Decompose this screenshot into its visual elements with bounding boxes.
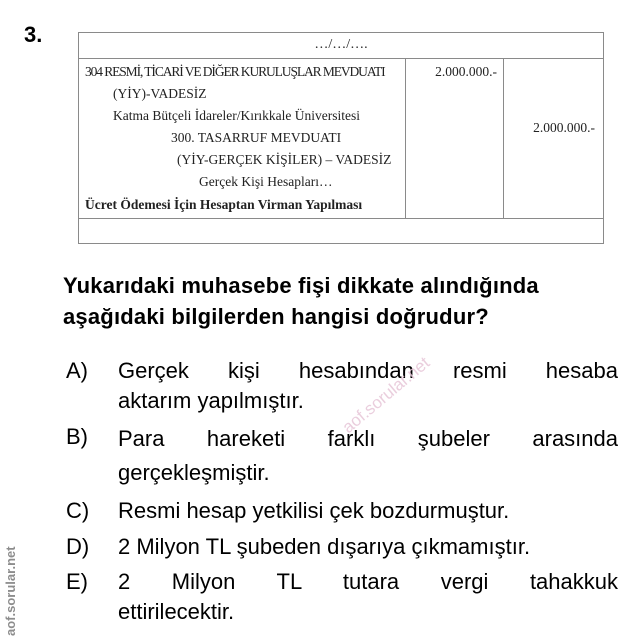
option-text-line: Para hareketi farklı şubeler arasında <box>118 426 618 451</box>
question-prompt: Yukarıdaki muhasebe fişi dikkate alındığında aşağıdaki bilgilerden hangisi doğrudur? <box>63 273 539 329</box>
option-text-line: ettirilecektir. <box>118 599 235 624</box>
diagonal-watermark: aof.sorular.net <box>338 353 434 437</box>
debit-account-subtitle: (YİY)-VADESİZ <box>113 86 207 101</box>
journal-footer-row <box>79 219 603 243</box>
credit-account-title: 300. TASARRUF MEVDUATI <box>171 130 342 145</box>
option-letter: C) <box>66 498 90 523</box>
option-letter: E) <box>66 569 88 594</box>
option-letter: B) <box>66 424 88 449</box>
debit-column <box>406 59 504 218</box>
option-text <box>118 422 618 490</box>
credit-amount: 2.000.000.- <box>533 120 595 135</box>
credit-account-subtitle: (YİY-GERÇEK KİŞİLER) – VADESİZ <box>177 152 392 167</box>
credit-column <box>504 59 603 218</box>
option-text <box>118 567 618 627</box>
option-text-line: gerçekleşmiştir. <box>118 460 270 485</box>
debit-amount: 2.000.000.- <box>435 64 497 79</box>
option-letter: D) <box>66 534 90 559</box>
option-text: Resmi hesap yetkilisi çek bozdurmuştur. <box>118 498 510 523</box>
entry-explanation: Ücret Ödemesi İçin Hesaptan Virman Yapılması <box>85 197 363 212</box>
option-text-line: 2 Milyon TL tutara vergi tahakkuk <box>118 569 618 594</box>
side-watermark: aof.sorular.net <box>3 546 18 636</box>
journal-date-row <box>79 33 603 59</box>
description-column <box>79 59 406 218</box>
debit-account-title: 304 RESMİ, TİCARİ VE DİĞER KURULUŞLAR MEVDUATI <box>85 64 385 79</box>
option-text-line: Gerçek kişi hesabından resmi hesaba <box>118 358 618 383</box>
option-letter: A) <box>66 358 88 383</box>
question-number: 3. <box>24 22 43 47</box>
credit-sub-account: Gerçek Kişi Hesapları… <box>199 174 333 189</box>
journal-date: …/…/…. <box>314 37 368 52</box>
option-text-line: aktarım yapılmıştır. <box>118 388 304 413</box>
journal-body-row <box>79 59 603 219</box>
debit-sub-account: Katma Bütçeli İdareler/Kırıkkale Üniversitesi <box>113 108 361 123</box>
journal-entry-table <box>78 32 604 244</box>
option-text: 2 Milyon TL şubeden dışarıya çıkmamıştır. <box>118 534 531 559</box>
